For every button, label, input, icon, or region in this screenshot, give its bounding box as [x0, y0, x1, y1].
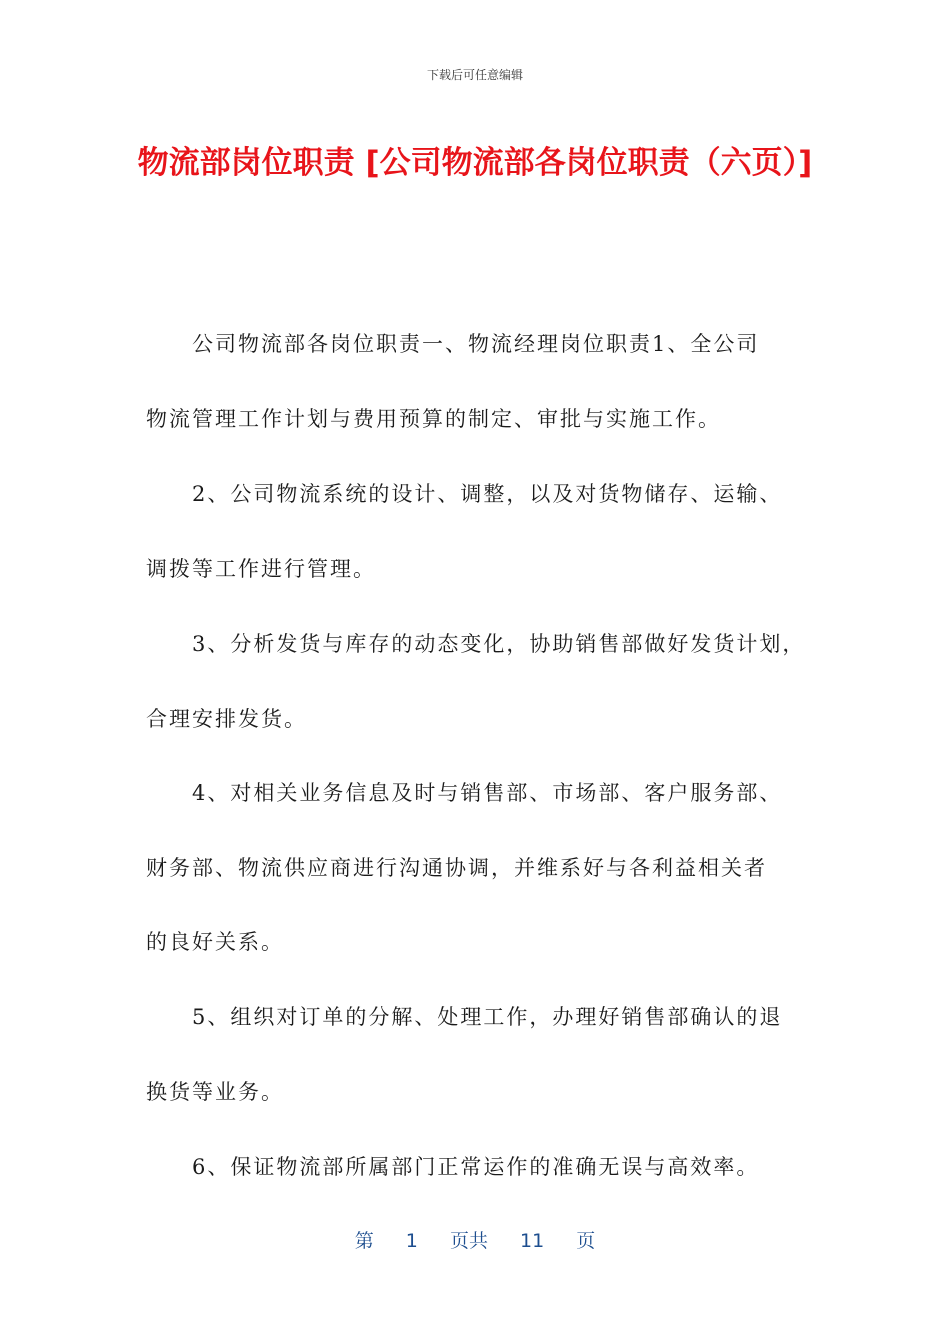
page-footer	[0, 1226, 950, 1253]
paragraph-line: 财务部、物流供应商进行沟通协调，并维系好与各利益相关者	[146, 856, 767, 880]
footer-middle: 页共	[449, 1230, 488, 1252]
paragraph-line: 的良好关系。	[146, 930, 284, 954]
paragraph-line: 调拨等工作进行管理。	[146, 557, 376, 581]
header-note: 下载后可任意编辑	[426, 68, 523, 82]
paragraph-line: 换货等业务。	[146, 1080, 284, 1104]
paragraph-line: 5、组织对订单的分解、处理工作，办理好销售部确认的退	[192, 1005, 783, 1029]
document-title: 物流部岗位职责 [公司物流部各岗位职责（六页）]	[137, 145, 813, 181]
footer-current-page: 1	[405, 1230, 418, 1252]
footer-total-pages: 11	[520, 1230, 545, 1252]
paragraph-line: 物流管理工作计划与费用预算的制定、审批与实施工作。	[146, 407, 721, 431]
footer-suffix: 页	[576, 1230, 596, 1252]
paragraph-line: 合理安排发货。	[146, 707, 307, 731]
paragraph-line: 3、分析发货与库存的动态变化，协助销售部做好发货计划，	[192, 632, 806, 656]
paragraph-line: 6、保证物流部所属部门正常运作的准确无误与高效率。	[192, 1155, 760, 1179]
paragraph-line: 2、公司物流系统的设计、调整，以及对货物储存、运输、	[192, 482, 783, 506]
paragraph-line: 公司物流部各岗位职责一、物流经理岗位职责1、全公司	[192, 332, 760, 356]
paragraph-line: 4、对相关业务信息及时与销售部、市场部、客户服务部、	[192, 781, 783, 805]
footer-prefix: 第	[354, 1230, 374, 1252]
